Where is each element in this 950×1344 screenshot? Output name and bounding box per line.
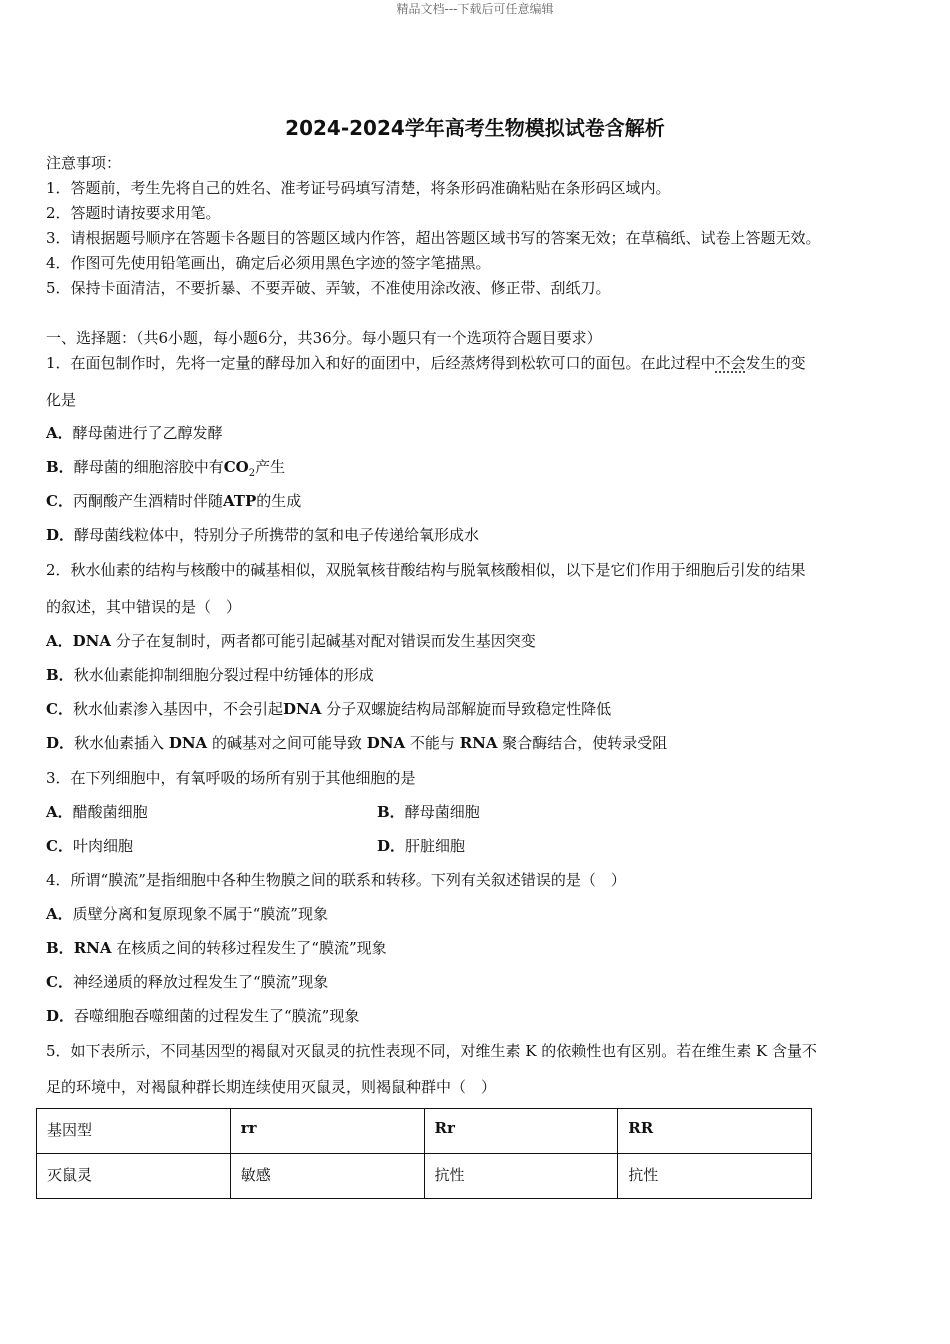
table-cell: 抗性: [424, 1154, 618, 1199]
option-text: 质壁分离和复原现象不属于“膜流”现象: [72, 905, 328, 923]
table-cell: Rr: [424, 1109, 618, 1154]
q1-option-d: [46, 524, 479, 545]
note-item-4: 4．作图可先使用铅笔画出，确定后必须用黑色字迹的签字笔描黑。: [46, 254, 491, 272]
option-text: 在核质之间的转移过程发生了“膜流”现象: [116, 939, 387, 957]
atp-term: ATP: [222, 492, 257, 510]
rna-term: RNA: [73, 939, 112, 957]
co2-formula: CO: [223, 458, 249, 476]
option-label: C．: [46, 973, 73, 991]
option-text: 的碱基对之间可能导致: [211, 734, 362, 752]
dna-term: DNA: [282, 700, 322, 718]
q5-stem-line1: 5．如下表所示，不同基因型的褐鼠对灭鼠灵的抗性表现不同，对维生素 K 的依赖性也有区别。若在维生素 K 含量不: [46, 1042, 818, 1060]
watermark: 精品文档---下载后可任意编辑: [396, 2, 554, 16]
option-label: B．: [46, 458, 74, 476]
q2-option-d: [46, 732, 667, 753]
option-label: D．: [377, 837, 406, 855]
table-cell: 基因型: [37, 1109, 231, 1154]
q3-option-b: [377, 801, 480, 822]
dna-term: DNA: [168, 734, 208, 752]
option-label: A．: [46, 632, 73, 650]
q1-option-a: [46, 422, 223, 443]
note-item-1: 1．答题前，考生先将自己的姓名、准考证号码填写清楚，将条形码准确粘贴在条形码区域内。: [46, 179, 671, 197]
option-label: D．: [46, 1007, 75, 1025]
dna-term: DNA: [72, 632, 111, 650]
option-text: 产生: [255, 458, 286, 476]
option-text: 聚合酶结合，使转录受阻: [502, 734, 668, 752]
option-text: 酵母菌的细胞溶胶中有: [73, 458, 224, 476]
page-title: 2024-2024学年高考生物模拟试卷含解析: [285, 116, 665, 140]
option-label: B．: [377, 803, 405, 821]
co2-subscript: 2: [248, 468, 256, 479]
table-cell: RR: [618, 1109, 812, 1154]
option-text: 醋酸菌细胞: [72, 803, 148, 821]
q2-option-c: [46, 698, 611, 719]
q4-option-d: [46, 1005, 359, 1026]
option-label: D．: [46, 734, 75, 752]
q1-option-c: [46, 490, 301, 511]
option-label: D．: [46, 526, 75, 544]
option-text: 的生成: [256, 492, 302, 510]
option-label: B．: [46, 666, 74, 684]
q5-stem-line2: 足的环境中，对褐鼠种群长期连续使用灭鼠灵，则褐鼠种群中（ ）: [46, 1078, 497, 1096]
q2-stem-line1: 2．秋水仙素的结构与核酸中的碱基相似，双脱氧核苷酸结构与脱氧核酸相似，以下是它们作用于细胞后引发的结果: [46, 561, 806, 579]
q3-option-a: [46, 801, 148, 822]
option-label: C．: [46, 492, 73, 510]
q4-option-a: [46, 903, 328, 924]
option-text: 酵母菌进行了乙醇发酵: [72, 424, 223, 442]
genotype-table: [36, 1108, 812, 1199]
option-label: A．: [46, 803, 73, 821]
option-text: 秋水仙素渗入基因中，不会引起: [72, 700, 283, 718]
option-text: 酵母菌线粒体中，特别分子所携带的氢和电子传递给氧形成水: [74, 526, 480, 544]
notes-heading: 注意事项：: [46, 154, 122, 172]
table-row: [37, 1109, 812, 1154]
section-heading: 一、选择题：（共6小题，每小题6分，共36分。每小题只有一个选项符合题目要求）: [46, 329, 602, 347]
option-label: A．: [46, 905, 73, 923]
table-cell: 抗性: [618, 1154, 812, 1199]
option-text: 丙酮酸产生酒精时伴随: [72, 492, 223, 510]
table-row: [37, 1154, 812, 1199]
option-text: 酵母菌细胞: [404, 803, 480, 821]
option-label: A．: [46, 424, 73, 442]
q1-emphasis: 不会: [715, 354, 746, 372]
note-item-3: 3．请根据题号顺序在答题卡各题目的答题区域内作答，超出答题区域书写的答案无效；在草稿纸、试卷上答题无效。: [46, 229, 821, 247]
option-text: 神经递质的释放过程发生了“膜流”现象: [72, 973, 329, 991]
q3-option-d: [377, 835, 465, 856]
q1-stem-a: 1．在面包制作时，先将一定量的酵母加入和好的面团中，后经蒸烤得到松软可口的面包。在此过程中: [46, 354, 716, 372]
q4-option-c: [46, 971, 328, 992]
q1-stem-line2: 化是: [46, 391, 77, 409]
rna-term: RNA: [459, 734, 498, 752]
option-text: 吞噬细胞吞噬细菌的过程发生了“膜流”现象: [74, 1007, 360, 1025]
q2-stem-line2: 的叙述，其中错误的是（ ）: [46, 598, 242, 616]
q2-option-a: [46, 630, 536, 651]
option-label: C．: [46, 700, 73, 718]
q2-option-b: [46, 664, 374, 685]
table-cell: rr: [230, 1109, 424, 1154]
option-text: 秋水仙素插入: [74, 734, 165, 752]
option-text: 秋水仙素能抑制细胞分裂过程中纺锤体的形成: [73, 666, 374, 684]
table-cell: 灭鼠灵: [37, 1154, 231, 1199]
option-text: 不能与: [409, 734, 455, 752]
option-label: B．: [46, 939, 74, 957]
q3-stem: 3．在下列细胞中，有氧呼吸的场所有别于其他细胞的是: [46, 769, 416, 787]
q3-option-c: [46, 835, 133, 856]
note-item-2: 2．答题时请按要求用笔。: [46, 204, 221, 222]
q4-option-b: [46, 937, 387, 958]
note-item-5: 5．保持卡面清洁，不要折暴、不要弄破、弄皱，不准使用涂改液、修正带、刮纸刀。: [46, 279, 611, 297]
option-text: 分子双螺旋结构局部解旋而导致稳定性降低: [326, 700, 612, 718]
option-text: 分子在复制时，两者都可能引起碱基对配对错误而发生基因突变: [115, 632, 536, 650]
q1-option-b: [46, 456, 285, 479]
dna-term: DNA: [366, 734, 406, 752]
q1-stem-line1: [46, 352, 806, 373]
table-cell: 敏感: [230, 1154, 424, 1199]
option-text: 叶肉细胞: [72, 837, 133, 855]
option-label: C．: [46, 837, 73, 855]
q1-stem-b: 发生的变: [745, 354, 806, 372]
option-text: 肝脏细胞: [405, 837, 466, 855]
q4-stem: 4．所谓“膜流”是指细胞中各种生物膜之间的联系和转移。下列有关叙述错误的是（ ）: [46, 871, 626, 889]
